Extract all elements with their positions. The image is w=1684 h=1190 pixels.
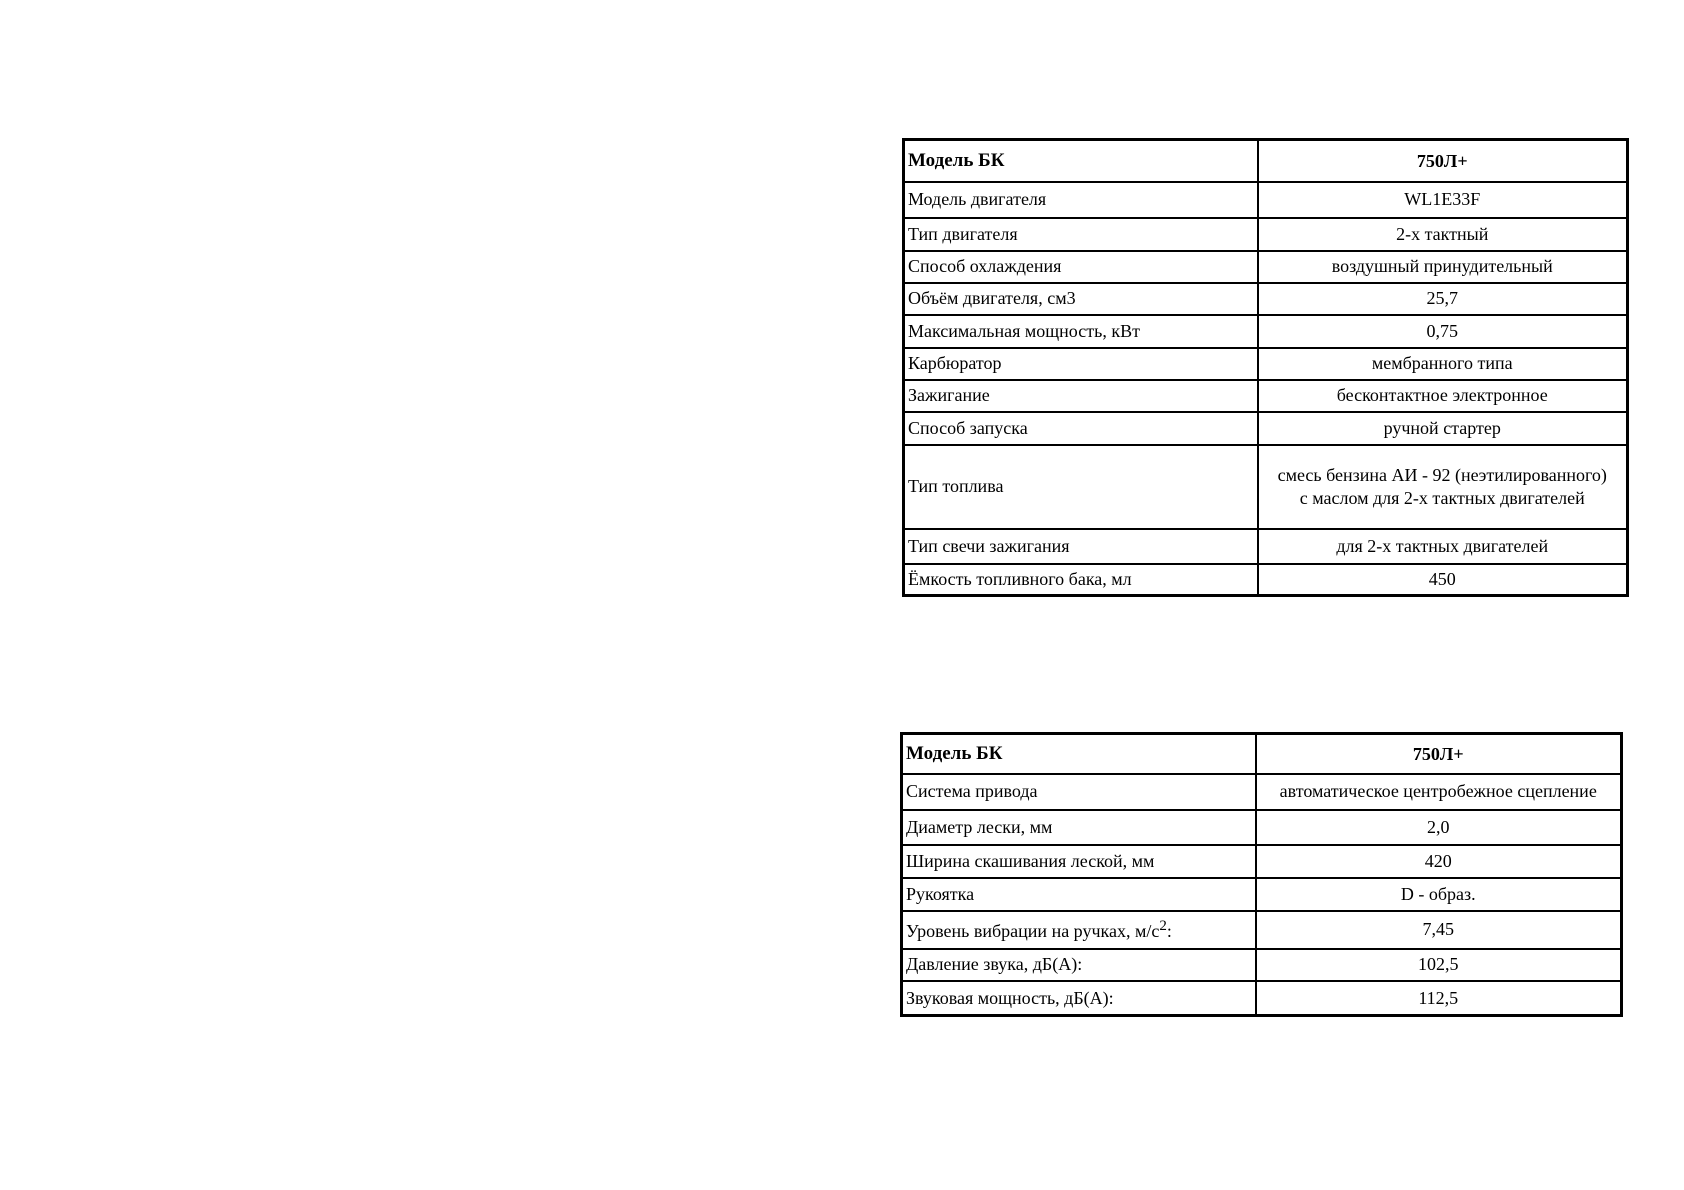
param-cell: Модель двигателя <box>904 182 1258 218</box>
vibration-unit-exponent: 2 <box>1159 917 1167 934</box>
vibration-param-cell <box>902 911 1256 949</box>
value-cell: 2,0 <box>1256 810 1622 845</box>
value-cell: бесконтактное электронное <box>1258 380 1628 412</box>
value-cell: воздушный принудительный <box>1258 251 1628 283</box>
table-row <box>904 445 1628 529</box>
param-cell: Ширина скашивания леской, мм <box>902 845 1256 878</box>
param-cell: Тип топлива <box>904 445 1258 529</box>
value-cell: 420 <box>1256 845 1622 878</box>
value-cell: мембранного типа <box>1258 348 1628 380</box>
value-cell: ручной стартер <box>1258 412 1628 445</box>
value-cell: D - образ. <box>1256 878 1622 911</box>
value-cell: автоматическое центробежное сцепление <box>1256 774 1622 810</box>
vibration-label: Уровень вибрации на ручках, м/с <box>906 920 1160 941</box>
value-cell: 102,5 <box>1256 949 1622 981</box>
table-row <box>904 412 1628 445</box>
table-row <box>904 529 1628 564</box>
table-row <box>902 949 1622 981</box>
value-cell: 112,5 <box>1256 981 1622 1016</box>
param-cell: Рукоятка <box>902 878 1256 911</box>
param-cell: Диаметр лески, мм <box>902 810 1256 845</box>
value-cell: 25,7 <box>1258 283 1628 315</box>
header-param-cell: Модель БК <box>902 734 1256 774</box>
fuel-type-value-cell <box>1258 445 1628 529</box>
param-cell: Тип свечи зажигания <box>904 529 1258 564</box>
value-cell: 0,75 <box>1258 315 1628 348</box>
table-row <box>902 845 1622 878</box>
fuel-type-line-2: с маслом для 2-х тактных двигателей <box>1299 487 1585 508</box>
header-model-cell: 750Л+ <box>1256 734 1622 774</box>
table-row <box>904 218 1628 251</box>
value-cell: WL1E33F <box>1258 182 1628 218</box>
param-cell: Зажигание <box>904 380 1258 412</box>
table-row <box>904 251 1628 283</box>
table-header-row <box>904 140 1628 182</box>
table-row <box>904 283 1628 315</box>
value-cell: 2-х тактный <box>1258 218 1628 251</box>
header-param-cell: Модель БК <box>904 140 1258 182</box>
table-row <box>904 348 1628 380</box>
param-cell: Способ охлаждения <box>904 251 1258 283</box>
table-header-row <box>902 734 1622 774</box>
table-row <box>902 911 1622 949</box>
engine-spec-table <box>902 138 1629 597</box>
fuel-type-line-1: смесь бензина АИ - 92 (неэтилированного) <box>1277 465 1607 485</box>
param-cell: Звуковая мощность, дБ(А): <box>902 981 1256 1016</box>
param-cell: Тип двигателя <box>904 218 1258 251</box>
param-cell: Карбюратор <box>904 348 1258 380</box>
table-row <box>902 774 1622 810</box>
param-cell: Давление звука, дБ(А): <box>902 949 1256 981</box>
drive-spec-table <box>900 732 1623 1017</box>
param-cell: Объём двигателя, см3 <box>904 283 1258 315</box>
param-cell: Ёмкость топливного бака, мл <box>904 564 1258 596</box>
vibration-label-suffix: : <box>1166 920 1172 941</box>
table-row <box>902 981 1622 1016</box>
table-row <box>904 315 1628 348</box>
param-cell: Максимальная мощность, кВт <box>904 315 1258 348</box>
table-row <box>904 182 1628 218</box>
value-cell: 7,45 <box>1256 911 1622 949</box>
param-cell: Система привода <box>902 774 1256 810</box>
value-cell: для 2-х тактных двигателей <box>1258 529 1628 564</box>
table-row <box>904 564 1628 596</box>
header-model-cell: 750Л+ <box>1258 140 1628 182</box>
table-row <box>902 878 1622 911</box>
table-row <box>902 810 1622 845</box>
table-row <box>904 380 1628 412</box>
param-cell: Способ запуска <box>904 412 1258 445</box>
value-cell: 450 <box>1258 564 1628 596</box>
